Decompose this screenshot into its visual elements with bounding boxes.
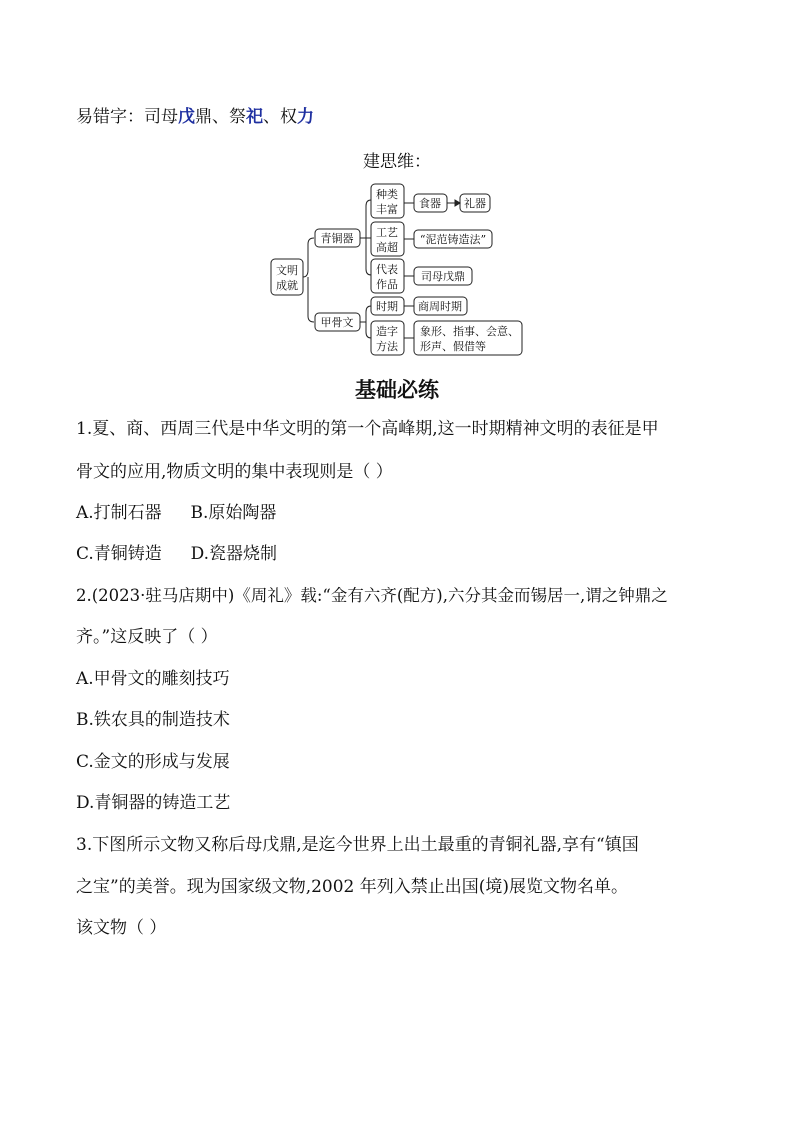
bronze-child-1-line1: 种类 [376, 188, 398, 201]
q1-option-d[interactable]: D.瓷器烧制 [190, 544, 278, 564]
q1-option-c[interactable]: C.青铜铸造 [76, 544, 162, 564]
error-char-3: 力 [297, 107, 314, 127]
error-char-1: 戊 [178, 107, 195, 127]
leaf-methods-line2: 形声、假借等 [420, 340, 486, 353]
q1-options-cd [76, 543, 277, 565]
error-label: 易错字：司母 [76, 107, 178, 127]
mindmap-diagram [0, 178, 794, 358]
oracle-child-2-line1: 造字 [376, 325, 398, 338]
bronze-child-2-line1: 工艺 [376, 226, 398, 239]
oracle-child-1: 时期 [376, 300, 398, 313]
q1-option-a[interactable]: A.打制石器 [76, 503, 162, 523]
leaf-casting: “泥范铸造法” [419, 233, 487, 246]
bronze-child-2-line2: 高超 [376, 241, 398, 254]
bronze-child-3-line1: 代表 [376, 263, 398, 276]
q2-option-c[interactable]: C.金文的形成与发展 [76, 752, 230, 772]
q3-line3: 该文物（ ） [76, 918, 167, 938]
section-title: 基础必练 [355, 378, 439, 402]
q3-line1: 3.下图所示文物又称后母戊鼎,是迄今世界上出土最重的青铜礼器,享有“镇国 [76, 835, 639, 855]
bronze-child-1-line2: 丰富 [376, 203, 398, 216]
q2-line1: 2.(2023·驻马店期中)《周礼》载:“金有六齐(配方),六分其金而锡居一,谓之钟鼎之 [76, 586, 668, 605]
oracle-child-2-line2: 方法 [376, 340, 398, 353]
mindmap-title: 建思维： [363, 152, 431, 172]
q1-options-ab [76, 502, 276, 524]
q1-line2: 骨文的应用,物质文明的集中表现则是（ ） [76, 462, 393, 482]
leaf-period: 商周时期 [418, 300, 462, 313]
leaf-ritual-vessel: 礼器 [464, 197, 486, 210]
q2-option-a[interactable]: A.甲骨文的雕刻技巧 [76, 669, 230, 689]
leaf-methods-line1: 象形、指事、会意、 [420, 325, 519, 338]
error-text-2: 、权 [263, 107, 297, 127]
branch-oracle-label: 甲骨文 [320, 316, 354, 329]
leaf-ding: 司母戊鼎 [421, 270, 465, 283]
q1-option-b[interactable]: B.原始陶器 [190, 503, 277, 523]
q3-line2: 之宝”的美誉。现为国家级文物,2002 年列入禁止出国(境)展览文物名单。 [76, 877, 629, 897]
bronze-child-3-line2: 作品 [376, 278, 398, 291]
error-char-2: 祀 [246, 107, 263, 127]
q2-line2: 齐。”这反映了（ ） [76, 627, 218, 647]
error-text-1: 鼎、祭 [195, 107, 246, 127]
q1-line1: 1.夏、商、西周三代是中华文明的第一个高峰期,这一时期精神文明的表征是甲 [76, 419, 659, 439]
q2-option-b[interactable]: B.铁农具的制造技术 [76, 710, 230, 730]
error-prone-characters [76, 106, 314, 128]
root-label-2: 成就 [276, 279, 298, 292]
branch-bronze-label: 青铜器 [320, 232, 354, 245]
leaf-food-vessel: 食器 [419, 197, 441, 210]
root-label-1: 文明 [276, 264, 298, 277]
q2-option-d[interactable]: D.青铜器的铸造工艺 [76, 793, 231, 813]
